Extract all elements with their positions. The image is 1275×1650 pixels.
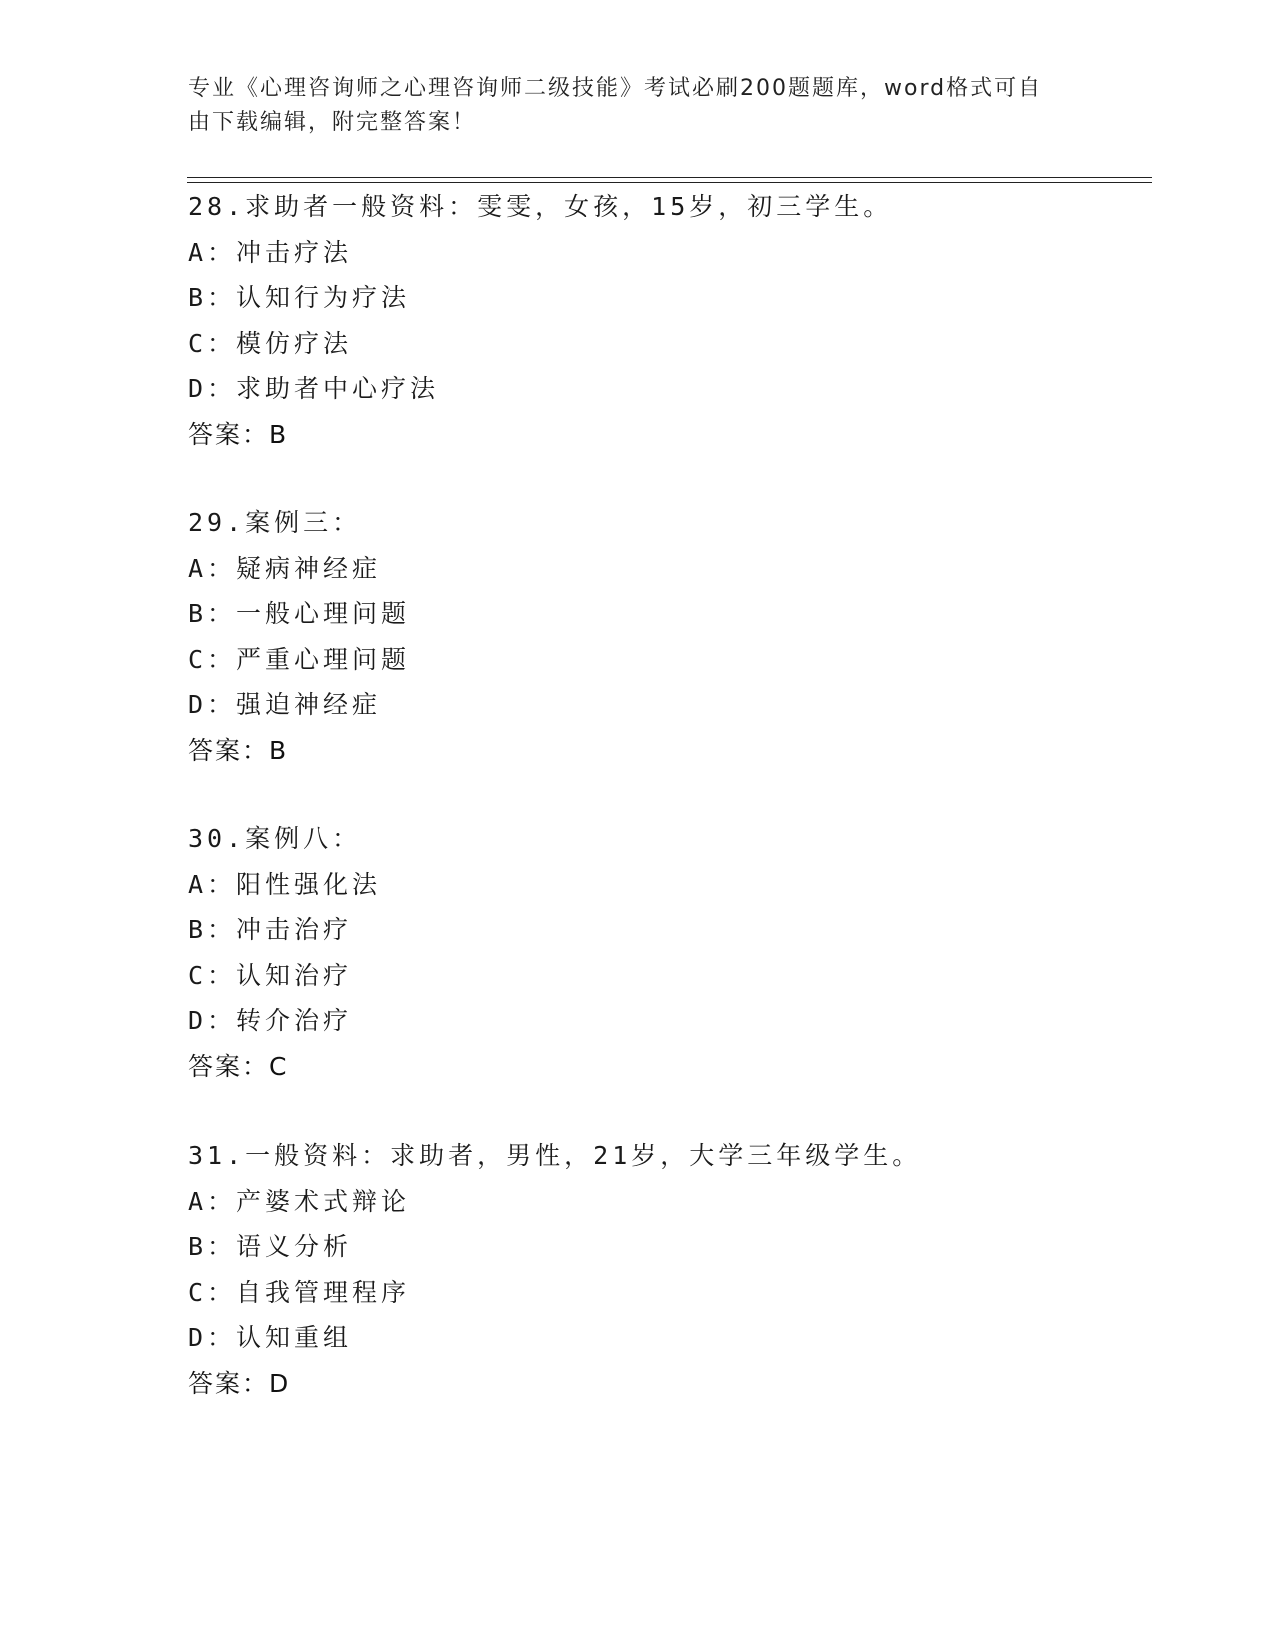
answer-label: 答案：C xyxy=(188,1051,289,1081)
option-b: B：一般心理问题 xyxy=(188,599,411,628)
option-d: D：求助者中心疗法 xyxy=(188,374,440,403)
question-stem: 29.案例三： xyxy=(188,508,362,537)
option-d: D：转介治疗 xyxy=(188,1006,353,1035)
question-28 xyxy=(188,184,1148,457)
header-line-1: 专业《心理咨询师之心理咨询师二级技能》考试必刷200题题库，word格式可自 xyxy=(188,76,1043,101)
option-a: A：冲击疗法 xyxy=(188,237,353,267)
option-a: A：阳性强化法 xyxy=(188,869,382,899)
option-a: A：产婆术式辩论 xyxy=(188,1186,411,1216)
answer-label: 答案：B xyxy=(188,419,289,449)
option-c: C：严重心理问题 xyxy=(188,644,411,674)
option-b: B：认知行为疗法 xyxy=(188,283,411,312)
header-divider-top xyxy=(187,177,1152,178)
option-b: B：语义分析 xyxy=(188,1232,353,1261)
document-header xyxy=(188,72,1068,140)
option-c: C：认知治疗 xyxy=(188,960,353,990)
question-stem: 28.求助者一般资料：雯雯，女孩，15岁，初三学生。 xyxy=(188,192,893,221)
question-31 xyxy=(188,1133,1148,1406)
header-line-2: 由下载编辑，附完整答案！ xyxy=(188,110,477,135)
answer-label: 答案：B xyxy=(188,735,289,765)
option-b: B：冲击治疗 xyxy=(188,915,353,944)
header-divider-bottom xyxy=(187,182,1152,183)
question-stem: 30.案例八： xyxy=(188,824,362,853)
option-d: D：认知重组 xyxy=(188,1323,353,1352)
option-c: C：模仿疗法 xyxy=(188,328,353,358)
question-30 xyxy=(188,816,1148,1089)
option-d: D：强迫神经症 xyxy=(188,690,382,719)
answer-label: 答案：D xyxy=(188,1368,291,1398)
option-c: C：自我管理程序 xyxy=(188,1277,411,1307)
option-a: A：疑病神经症 xyxy=(188,553,382,583)
question-stem: 31.一般资料：求助者，男性，21岁，大学三年级学生。 xyxy=(188,1141,922,1170)
question-29 xyxy=(188,500,1148,773)
